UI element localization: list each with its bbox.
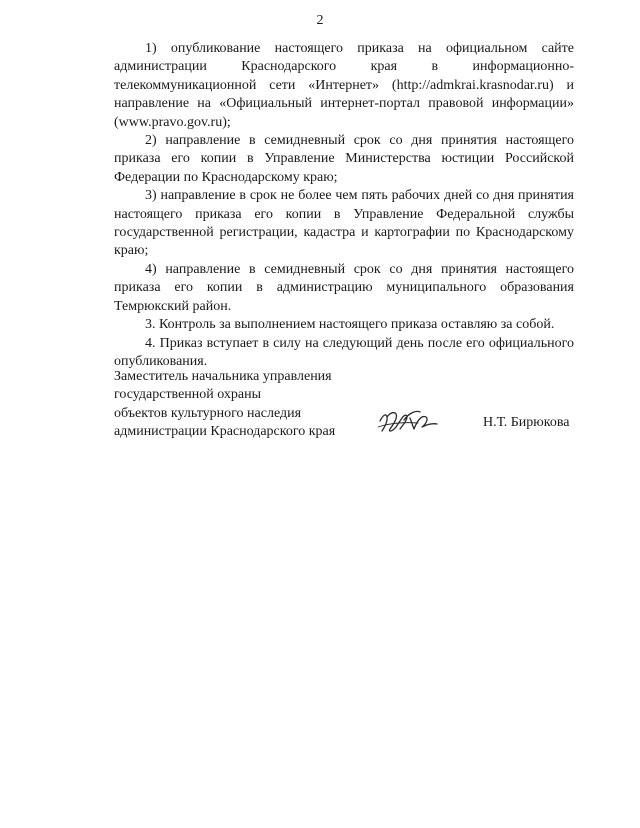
paragraph-control: 3. Контроль за выполнением настоящего приказа оставляю за собой. [145, 317, 555, 333]
paragraph-ministry-of-justice: 2) направление в семидневный срок со дня принятия настоящего приказа его копии в Управление Министерства юстиции Российской Федерации по Краснодарскому краю; [114, 133, 574, 185]
position-line: администрации Краснодарского края [114, 424, 336, 440]
position-line: государственной охраны [114, 387, 262, 403]
signer-name: Н.Т. Бирюкова [483, 415, 570, 430]
paragraph-municipal-administration: 4) направление в семидневный срок со дня принятия настоящего приказа его копии в администрацию муниципального образования Темрюкский район. [114, 261, 574, 314]
handwritten-signature [374, 405, 444, 437]
page-number: 2 [316, 13, 324, 28]
paragraph-effective-date: 4. Приказ вступает в силу на следующий день после его официального опубликования. [114, 335, 574, 369]
signer-position [114, 368, 394, 442]
document-body [114, 40, 574, 371]
position-line: объектов культурного наследия [114, 405, 302, 421]
paragraph-publication: 1) опубликование настоящего приказа на официальном сайте администрации Краснодарского края в информационно-телекоммуникационной сети «Интернет» (http://admkrai.krasnodar.ru) и направление на «Официальный интернет-портал правовой информации» (www.pravo.gov.ru); [114, 41, 574, 130]
paragraph-rosreestr: 3) направление в срок не более чем пять рабочих дней со дня принятия настоящего приказа его копии в Управление Федеральной службы государственной регистрации, кадастра и картографии по Краснодарскому краю; [114, 188, 574, 259]
position-line: Заместитель начальника управления [114, 369, 332, 384]
